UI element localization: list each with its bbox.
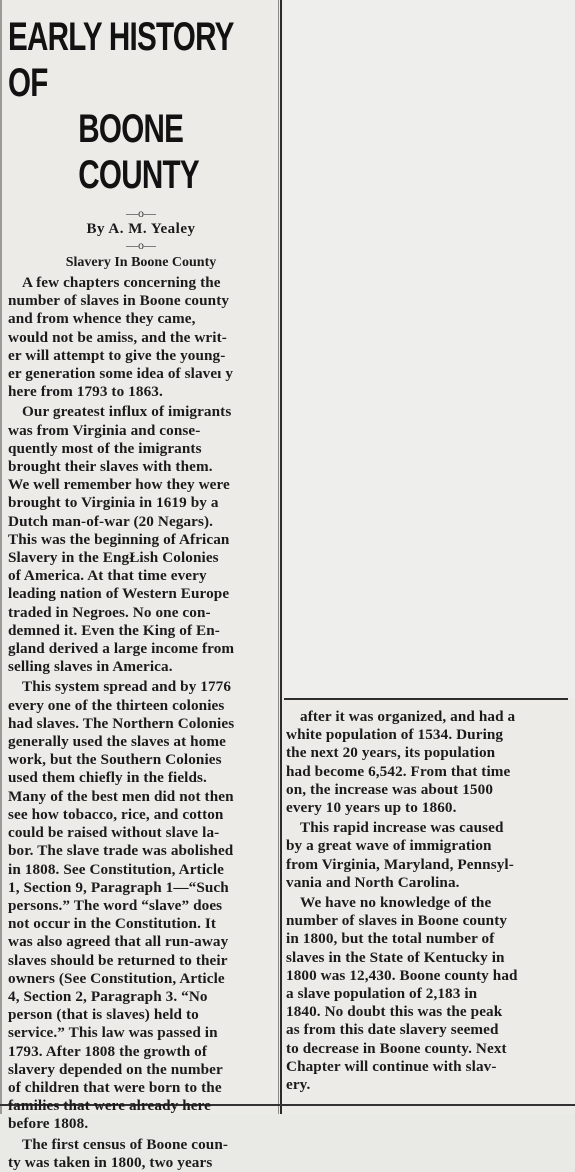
column-divider <box>280 0 282 1114</box>
text-line: ery. <box>286 1076 311 1094</box>
headline-line-1: EARLY HISTORY OF <box>8 15 234 105</box>
left-column-body <box>8 274 274 1172</box>
text-line: person (that is slaves) held to <box>8 1006 199 1024</box>
text-line: slaves in the State of Kentucky in <box>286 948 505 966</box>
text-line: Slavery in the EngŁish Colonies <box>8 549 219 567</box>
text-line: every one of the thirteen colonies <box>8 696 225 714</box>
text-line: slavery depended on the number <box>8 1060 223 1078</box>
text-line: This rapid increase was caused <box>300 819 504 837</box>
text-line: vania and North Carolina. <box>286 873 460 891</box>
text-line: 1800 was 12,430. Boone county had <box>286 966 518 984</box>
column-divider-thin <box>278 0 279 1114</box>
blank-area <box>284 0 575 698</box>
paragraph <box>8 678 272 1133</box>
right-column-body <box>286 708 568 1094</box>
text-line: owners (See Constitution, Article <box>8 969 225 987</box>
text-line: a slave population of 2,183 in <box>286 985 478 1003</box>
byline: By A. M. Yealey <box>86 221 196 237</box>
text-line: 1793. After 1808 the growth of <box>8 1042 208 1060</box>
text-line: and from whence they came, <box>8 310 196 328</box>
text-line: This system spread and by 1776 <box>22 678 232 696</box>
text-line: to decrease in Boone county. Next <box>286 1039 507 1057</box>
text-line: before 1808. <box>8 1115 89 1133</box>
text-line: could be raised without slave la- <box>8 824 220 842</box>
text-line: of children that were born to the <box>8 1078 222 1096</box>
text-line: of America. At that time every <box>8 567 207 585</box>
text-line: persons.” The word “slave” does <box>8 896 223 914</box>
text-line: from Virginia, Maryland, Pennsyl- <box>286 855 514 873</box>
text-line: see how tobacco, rice, and cotton <box>8 805 224 823</box>
text-line: 1, Section 9, Paragraph 1—“Such <box>8 878 229 896</box>
text-line: generally used the slaves at home <box>8 733 227 751</box>
text-line: had become 6,542. From that time <box>286 762 511 780</box>
text-line: bor. The slave trade was abolished <box>8 842 234 860</box>
text-line: not occur in the Constitution. It <box>8 915 217 933</box>
text-line: traded in Negroes. No one con- <box>8 603 211 621</box>
paragraph <box>8 403 272 676</box>
right-column <box>286 708 568 1094</box>
text-line: would not be amiss, and the writ- <box>8 328 227 346</box>
text-line: number of slaves in Boone county <box>8 292 230 310</box>
text-line: brought their slaves with them. <box>8 458 213 476</box>
separator: —o— <box>126 206 156 220</box>
text-line: leading nation of Western Europe <box>8 585 230 603</box>
text-line: on, the increase was about 1500 <box>286 780 494 798</box>
text-line: after it was organized, and had a <box>300 708 516 725</box>
paragraph <box>286 708 568 817</box>
text-line: demned it. Even the King of En- <box>8 621 220 639</box>
text-line: quently most of the imigrants <box>8 439 202 457</box>
text-line: here from 1793 to 1863. <box>8 383 163 401</box>
text-line: families that were already here <box>8 1097 212 1115</box>
text-line: as from this date slavery seemed <box>286 1021 499 1039</box>
paragraph <box>8 274 272 401</box>
text-line: was from Virginia and conse- <box>8 421 201 439</box>
paragraph <box>286 894 568 1094</box>
headline <box>8 14 274 198</box>
text-line: the next 20 years, its population <box>286 744 496 762</box>
left-column <box>8 14 274 1172</box>
text-line: Many of the best men did not then <box>8 787 234 805</box>
text-line: slaves should be returned to their <box>8 951 228 969</box>
text-line: number of slaves in Boone county <box>286 912 508 930</box>
text-line: Our greatest influx of imigrants <box>22 403 232 421</box>
text-line: was also agreed that all run-away <box>8 933 229 951</box>
text-line: A few chapters concerning the <box>22 274 221 291</box>
subhead: Slavery In Boone County <box>65 255 217 270</box>
text-line: Dutch man-of-war (20 Negars). <box>8 512 214 530</box>
text-line: ty was taken in 1800, two years <box>8 1153 213 1171</box>
text-line: gland derived a large income from <box>8 640 235 658</box>
text-line: 4, Section 2, Paragraph 3. “No <box>8 987 208 1005</box>
text-line: er generation some idea of slaveı y <box>8 365 234 383</box>
left-edge-rule <box>0 0 2 1114</box>
text-line: every 10 years up to 1860. <box>286 799 457 817</box>
text-line: The first census of Boone coun- <box>22 1135 229 1153</box>
text-line: We well remember how they were <box>8 476 230 494</box>
headline-line-2: BOONE COUNTY <box>78 107 199 197</box>
text-line: service.” This law was passed in <box>8 1024 218 1042</box>
separator: —o— <box>126 238 156 252</box>
right-column-rule <box>284 698 568 700</box>
text-line: This was the beginning of African <box>8 530 230 548</box>
text-line: 1840. No doubt this was the peak <box>286 1003 503 1021</box>
text-line: Chapter will continue with slav- <box>286 1057 497 1075</box>
text-line: er will attempt to give the young- <box>8 346 226 364</box>
text-line: work, but the Southern Colonies <box>8 751 222 769</box>
text-line: selling slaves in America. <box>8 658 173 676</box>
text-line: We have no knowledge of the <box>300 894 492 912</box>
text-line: in 1808. See Constitution, Article <box>8 860 225 878</box>
paragraph <box>286 819 568 892</box>
text-line: had slaves. The Northern Colonies <box>8 714 235 732</box>
paragraph <box>8 1136 272 1172</box>
text-line: used them chiefly in the fields. <box>8 769 207 787</box>
text-line: white population of 1534. During <box>286 726 504 744</box>
text-line: brought to Virginia in 1619 by a <box>8 494 219 512</box>
text-line: in 1800, but the total number of <box>286 930 495 948</box>
text-line: by a great wave of immigration <box>286 837 492 855</box>
